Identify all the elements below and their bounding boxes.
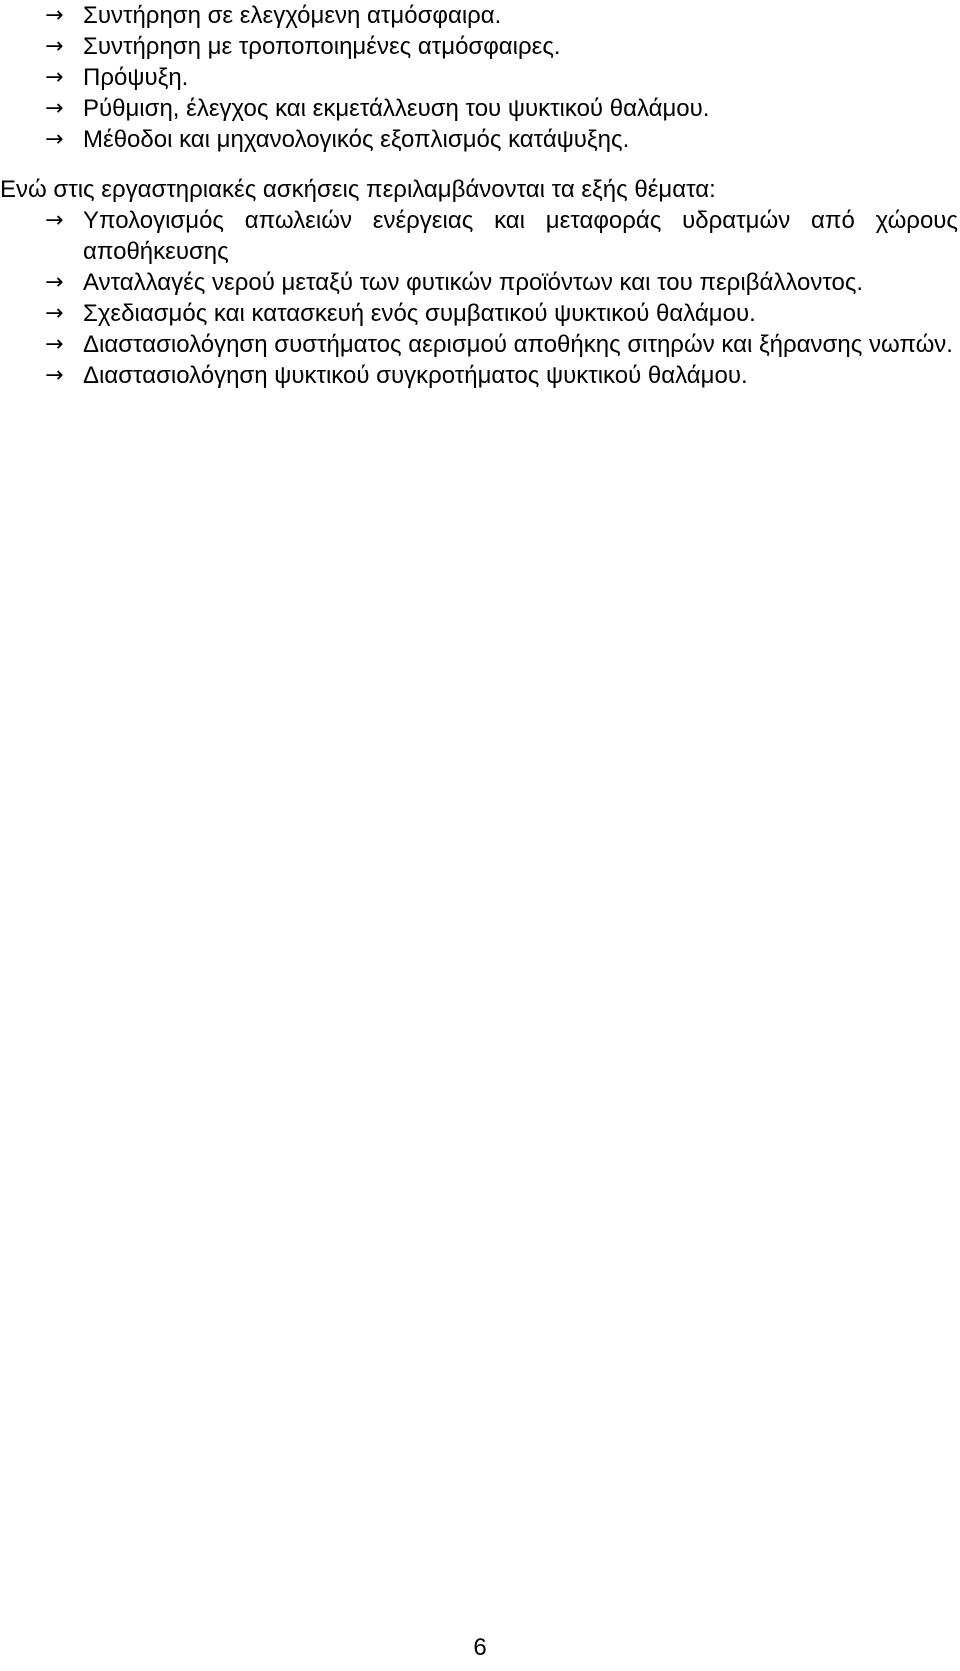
list-item-text: Ρύθμιση, έλεγχος και εκμετάλλευση του ψυκτικού θαλάμου. [83,95,710,122]
list-item [0,329,958,360]
list-item [0,205,958,267]
list-item [0,0,958,31]
arrow-bullet-icon: → [45,332,64,357]
list-item [0,267,958,298]
list-item [0,124,958,155]
list-item [0,360,958,391]
list-item [0,62,958,93]
arrow-bullet-icon: → [45,34,64,59]
topics-list [0,0,958,155]
arrow-bullet-icon: → [45,270,64,295]
page-content [0,0,958,391]
list-item-text: Σχεδιασμός και κατασκευή ενός συμβατικού ψυκτικού θαλάμου. [83,300,756,327]
list-item-text: Διαστασιολόγηση ψυκτικού συγκροτήματος ψυκτικού θαλάμου. [83,362,748,389]
list-item-text: Πρόψυξη. [83,64,189,91]
arrow-bullet-icon: → [45,96,64,121]
list-item-text: Συντήρηση με τροποποιημένες ατμόσφαιρες. [83,33,561,60]
arrow-bullet-icon: → [45,127,64,152]
list-item-text: Συντήρηση σε ελεγχόμενη ατμόσφαιρα. [83,2,502,29]
lab-topics-list [0,205,958,391]
arrow-bullet-icon: → [45,301,64,326]
arrow-bullet-icon: → [45,208,64,233]
list-item-text: Ανταλλαγές νερού μεταξύ των φυτικών προϊόντων και του περιβάλλοντος. [83,269,864,296]
list-item-text: Υπολογισμός απωλειών ενέργειας και μεταφοράς υδρατμών από χώρους αποθήκευσης [83,207,958,265]
list-item [0,298,958,329]
list-item [0,31,958,62]
list-item [0,93,958,124]
arrow-bullet-icon: → [45,65,64,90]
lab-intro-paragraph: Ενώ στις εργαστηριακές ασκήσεις περιλαμβάνονται τα εξής θέματα: [0,176,716,203]
list-item-text: Διαστασιολόγηση συστήματος αερισμού αποθήκης σιτηρών και ξήρανσης νωπών. [83,331,953,358]
page-number: 6 [473,1634,487,1661]
arrow-bullet-icon: → [45,3,64,28]
list-item-text: Μέθοδοι και μηχανολογικός εξοπλισμός κατάψυξης. [83,126,630,153]
arrow-bullet-icon: → [45,363,64,388]
